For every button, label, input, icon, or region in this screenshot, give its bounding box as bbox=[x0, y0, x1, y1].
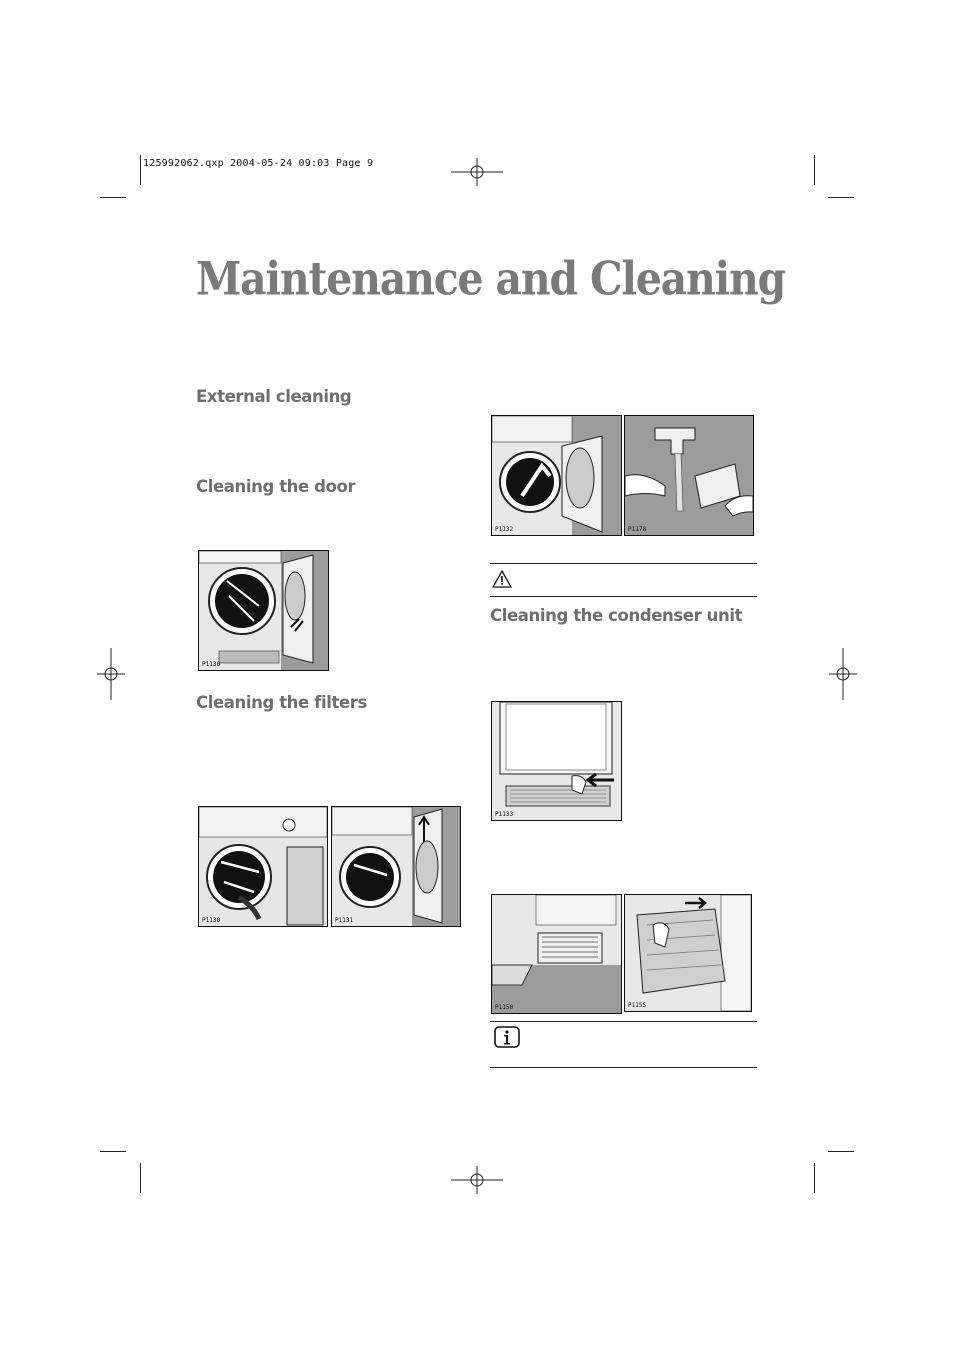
door-cleaning-illustration bbox=[198, 550, 329, 671]
crop-mark bbox=[140, 1163, 141, 1193]
crop-mark bbox=[814, 155, 815, 185]
figure-code: P1155 bbox=[628, 1002, 647, 1009]
crop-mark bbox=[100, 1151, 126, 1152]
heading-cleaning-filters: Cleaning the filters bbox=[196, 693, 367, 712]
registration-mark bbox=[451, 1166, 503, 1194]
warning-bottom-rule bbox=[490, 596, 757, 597]
crop-mark bbox=[828, 1151, 854, 1152]
page-title: Maintenance and Cleaning bbox=[196, 252, 786, 306]
heading-cleaning-condenser: Cleaning the condenser unit bbox=[490, 606, 743, 625]
figure-code: P1150 bbox=[495, 1004, 514, 1011]
figure-code: P1178 bbox=[628, 526, 647, 533]
figure-code: P1130 bbox=[202, 661, 221, 668]
condenser-cover-illustration bbox=[491, 701, 622, 821]
figure-code: P1130 bbox=[202, 917, 221, 924]
condenser-open-illustration bbox=[491, 894, 622, 1014]
warning-triangle-icon bbox=[492, 570, 512, 588]
filter-removal-illustration bbox=[198, 806, 328, 927]
print-slug: 125992062.qxp 2004-05-24 09:03 Page 9 bbox=[143, 158, 374, 169]
registration-mark bbox=[97, 648, 125, 700]
filter-rinse-illustration bbox=[624, 415, 754, 536]
crop-mark bbox=[828, 197, 854, 198]
crop-mark bbox=[814, 1163, 815, 1193]
info-bottom-rule bbox=[490, 1067, 757, 1068]
warning-top-rule bbox=[490, 563, 757, 564]
heading-external-cleaning: External cleaning bbox=[196, 387, 352, 406]
registration-mark bbox=[451, 158, 503, 186]
info-icon bbox=[494, 1026, 520, 1048]
crop-mark bbox=[140, 155, 141, 185]
figure-code: P1131 bbox=[335, 917, 354, 924]
figure-code: P1133 bbox=[495, 811, 514, 818]
condenser-pull-illustration bbox=[624, 894, 752, 1012]
registration-mark bbox=[829, 648, 857, 700]
filter-open-illustration bbox=[491, 415, 622, 536]
figure-code: P1132 bbox=[495, 526, 514, 533]
filter-lift-illustration bbox=[331, 806, 461, 927]
crop-mark bbox=[100, 197, 126, 198]
heading-cleaning-door: Cleaning the door bbox=[196, 477, 356, 496]
info-top-rule bbox=[490, 1021, 757, 1022]
